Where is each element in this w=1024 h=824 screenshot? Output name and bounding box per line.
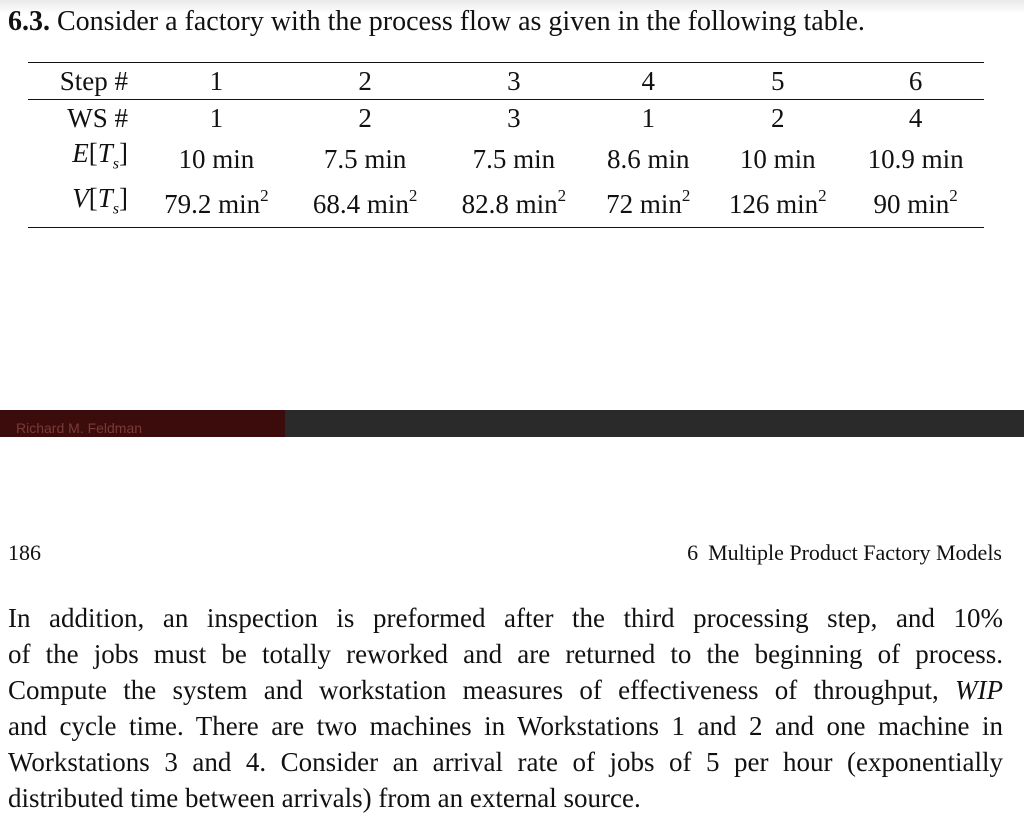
table-cell: 72 $\min^2$ — [588, 181, 708, 227]
table-cell: 4 — [588, 63, 708, 100]
row-label-mean: $E[T_s]$ — [72, 138, 128, 173]
table-cell: 8.6 min — [606, 143, 690, 174]
table-cell: 3 — [440, 63, 589, 100]
table-cell: 1 — [209, 103, 224, 133]
table-row-variance — [28, 181, 984, 227]
table-cell: 2 — [291, 63, 440, 100]
table-row-mean — [28, 136, 984, 181]
row-label-ws: WS # — [67, 103, 128, 133]
problem-number: 6.3. — [8, 6, 50, 37]
chapter-number: 6 — [687, 540, 699, 565]
author-name: Richard M. Feldman — [16, 420, 143, 436]
table-cell: 10 min — [739, 143, 816, 174]
table-cell: 5 — [708, 63, 847, 100]
problem-statement: Consider a factory with the process flow as given in the following table. — [57, 6, 865, 37]
table-cell: 90 $\min^2$ — [847, 181, 984, 227]
table-cell: 1 — [641, 103, 655, 133]
table-cell: 79.2 $\min^2$ — [142, 181, 291, 227]
table-cell: 7.5 min — [323, 143, 407, 174]
text-line: Compute the system and workstation measures of effectiveness of throughput, WIP — [8, 675, 1003, 705]
chapter-title: Multiple Product Factory Models — [708, 540, 1002, 565]
table-cell: 126 $\min^2$ — [708, 181, 847, 227]
table-cell: 10 min — [178, 143, 255, 174]
table-cell: 82.8 $\min^2$ — [440, 181, 589, 227]
table-row-ws — [28, 100, 984, 137]
text-line: distributed time between arrivals) from an external source. — [8, 783, 641, 813]
body-paragraph — [8, 600, 1003, 816]
text-line: of the jobs must be totally reworked and are returned to the beginning of process. — [8, 639, 1003, 669]
book-cover-strip — [0, 410, 285, 437]
page-number: 186 — [8, 540, 41, 565]
table-cell: 7.5 min — [472, 143, 556, 174]
table-cell: 4 — [908, 103, 923, 133]
process-flow-table — [28, 62, 984, 228]
text-line: and cycle time. There are two machines in Workstations 1 and 2 and one machine in — [8, 711, 1003, 741]
table-row-step — [28, 63, 984, 100]
table-cell: 68.4 $\min^2$ — [291, 181, 440, 227]
row-label-variance: $V[T_s]$ — [28, 181, 142, 227]
table-cell: 2 — [358, 103, 372, 133]
text-line: Workstations 3 and 4. Consider an arrival rate of jobs of 5 per hour (exponentially — [8, 747, 1003, 777]
row-label-step: Step # — [28, 63, 142, 100]
page-separator-band — [0, 410, 1024, 437]
table-cell: 10.9 min — [867, 143, 964, 174]
text-line: In addition, an inspection is preformed after the third processing step, and 10% — [8, 603, 1003, 633]
table-cell: 6 — [847, 63, 984, 100]
table-cell: 3 — [507, 103, 521, 133]
wip-term: WIP — [955, 675, 1003, 705]
table-cell: 2 — [770, 103, 785, 133]
running-header — [687, 540, 1002, 566]
problem-heading — [8, 6, 1018, 38]
table-cell: 1 — [142, 63, 291, 100]
